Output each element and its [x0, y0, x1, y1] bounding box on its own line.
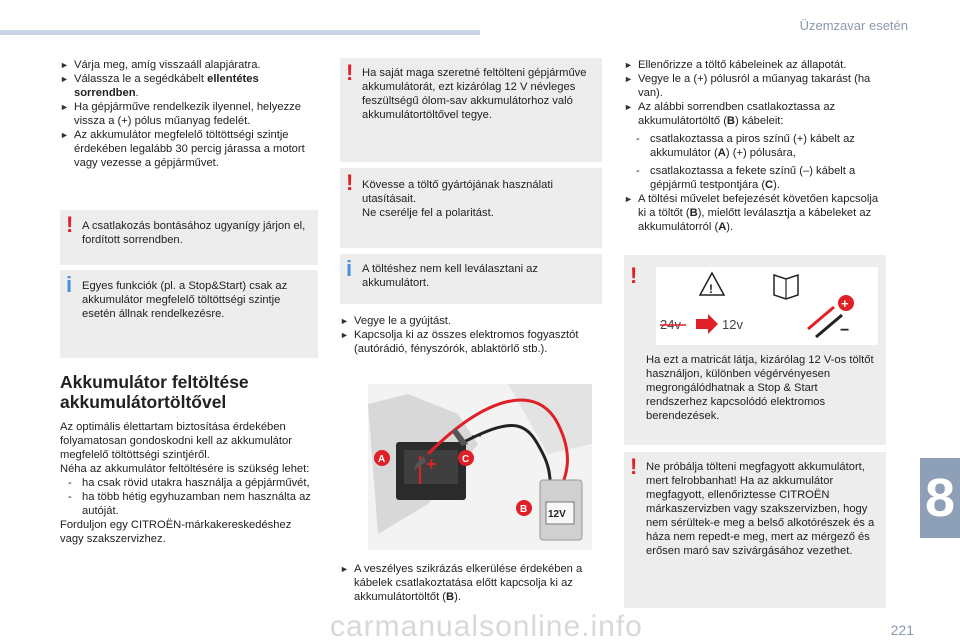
section-heading: Akkumulátor feltöltése akkumulátortöltővel	[60, 372, 249, 412]
charger-label: 12V	[548, 509, 566, 520]
list-item: ► Várja meg, amíg visszaáll alapjáratra.	[60, 59, 261, 71]
svg-text:+: +	[841, 296, 849, 311]
warning-box: ! Ha saját maga szeretné feltölteni gépjárműve akkumulátorát, ezt kizárólag 12 V névleges feszültségű ólom-sav akkumulátorhoz való akkumulátortöltővel tegye.	[340, 58, 602, 162]
bullet-icon: ►	[60, 102, 69, 112]
section-title: Üzemzavar esetén	[799, 18, 908, 33]
warning-icon: !	[630, 263, 638, 288]
warning-box: ! ! 24v 12v + − Ha ezt a matricát látja, kizárólag 12 V-os töltőt használjon, különben végérvényesen megrongálódhatnak a Stop & Start rendszerhez kapcsolódó elektromos berendezések.	[624, 255, 886, 445]
warning-icon: !	[630, 454, 638, 479]
bullet-icon: ►	[340, 330, 349, 340]
list-item: ► Ellenőrizze a töltő kábeleinek az állapotát.	[624, 59, 847, 71]
info-icon: i	[66, 272, 73, 297]
list-item: ► Az akkumulátor megfelelő töltöttségi szintje érdekében legalább 30 percig járassa a motort vagy vezesse a gépjárművet.	[60, 129, 305, 169]
svg-text:!: !	[709, 282, 713, 296]
callout-c: C	[462, 454, 470, 465]
bullet-icon: ►	[60, 130, 69, 140]
list-item: ► A veszélyes szikrázás elkerülése érdekében a kábelek csatlakoztatása előtt kapcsolja ki az akkumulátortöltőt (B).	[340, 563, 583, 603]
watermark: carmanualsonline.info	[330, 610, 643, 643]
info-box: i Egyes funkciók (pl. a Stop&Start) csak az akkumulátor megfelelő töltöttségi szintje esetén állnak rendelkezésre.	[60, 270, 318, 358]
warning-box: ! Ne próbálja tölteni megfagyott akkumulátort, mert felrobbanhat! Ha az akkumulátor megfagyott, ellenőriztesse CITROËN márkaszervizben vagy szakszervizben, hogy nem sérültek-e meg a belső alkotórészek és a háza nem repedt-e meg, mert az mérgező és erősen maró sav szivárgásához vezethet.	[624, 452, 886, 608]
bullet-icon: ►	[624, 60, 633, 70]
sticker-image	[656, 267, 878, 345]
bullet-icon: ►	[60, 74, 69, 84]
info-box: i A töltéshez nem kell leválasztani az akkumulátort.	[340, 254, 602, 304]
list-item: - ha csak rövid utakra használja a gépjárművét,	[68, 477, 310, 489]
col1-bullets	[60, 58, 318, 170]
list-item: ► Vegye le a (+) pólusról a műanyag takarást (ha van).	[624, 73, 871, 99]
bullet-icon: ►	[340, 564, 349, 574]
svg-text:–: –	[472, 427, 481, 444]
bullet-icon: ►	[624, 194, 633, 204]
warning-icon: !	[346, 170, 354, 195]
charger-diagram	[368, 384, 592, 550]
list-item: ► Vegye le a gyújtást.	[340, 315, 452, 327]
list-item: - csatlakoztassa a fekete színű (–) kábelt a gépjármű testpontjára (C).	[636, 165, 856, 191]
col3-bullets	[624, 58, 886, 234]
svg-text:+: +	[426, 454, 437, 474]
bullet-icon: ►	[340, 316, 349, 326]
minus-terminal-icon: −	[840, 322, 850, 339]
page-number: 221	[890, 622, 914, 638]
voltage-24v: 24v	[660, 317, 681, 332]
list-item: ► A töltési művelet befejezését követően kapcsolja ki a töltőt (B), mielőtt leválasztja a kábeleket az akkumulátorról (A).	[624, 193, 879, 233]
list-item: - ha több hétig egyhuzamban nem használta az autóját.	[68, 491, 311, 517]
warning-icon: !	[346, 60, 354, 85]
callout-a: A	[378, 454, 386, 465]
col2-bottom-bullet	[340, 562, 602, 604]
list-item: - csatlakoztassa a piros színű (+) kábelt az akkumulátor (A) (+) pólusára,	[636, 133, 855, 159]
info-icon: i	[346, 256, 353, 281]
body-text: Az optimális élettartam biztosítása érdekében folyamatosan gondoskodni kell az akkumulátor megfelelő töltöttségi szintjéről. Néha az akkumulátor feltöltésére is szükség lehet: - ha csak rövid utakra használja a gépjárművét, - ha több hétig egyhuzamban nem használta az autóját. Forduljon egy CITROËN-márkakereskedéshez vagy szakszervizhez.	[60, 420, 318, 546]
list-item: ► Ha gépjárműve rendelkezik ilyennel, helyezze vissza a (+) pólus műanyag fedelét.	[60, 101, 301, 127]
warning-box: ! A csatlakozás bontásához ugyanígy járjon el, fordított sorrendben.	[60, 210, 318, 265]
warning-icon: !	[66, 212, 74, 237]
voltage-12v: 12v	[722, 317, 743, 332]
chapter-tab: 8	[920, 458, 960, 538]
bullet-icon: ►	[60, 60, 69, 70]
list-item: ► Válassza le a segédkábelt ellentétes sorrendben.	[60, 73, 259, 99]
col2-bullets	[340, 314, 602, 356]
list-item: ► Az alábbi sorrendben csatlakoztassa az akkumulátortöltő (B) kábeleit:	[624, 101, 836, 127]
list-item: ► Kapcsolja ki az összes elektromos fogyasztót (autórádió, fényszórók, ablaktörlő stb.).	[340, 329, 579, 355]
bullet-icon: ►	[624, 74, 633, 84]
bullet-icon: ►	[624, 102, 633, 112]
callout-b: B	[520, 504, 528, 515]
top-bar	[0, 30, 480, 35]
warning-box: ! Kövesse a töltő gyártójának használati utasításait. Ne cserélje fel a polaritást.	[340, 168, 602, 248]
